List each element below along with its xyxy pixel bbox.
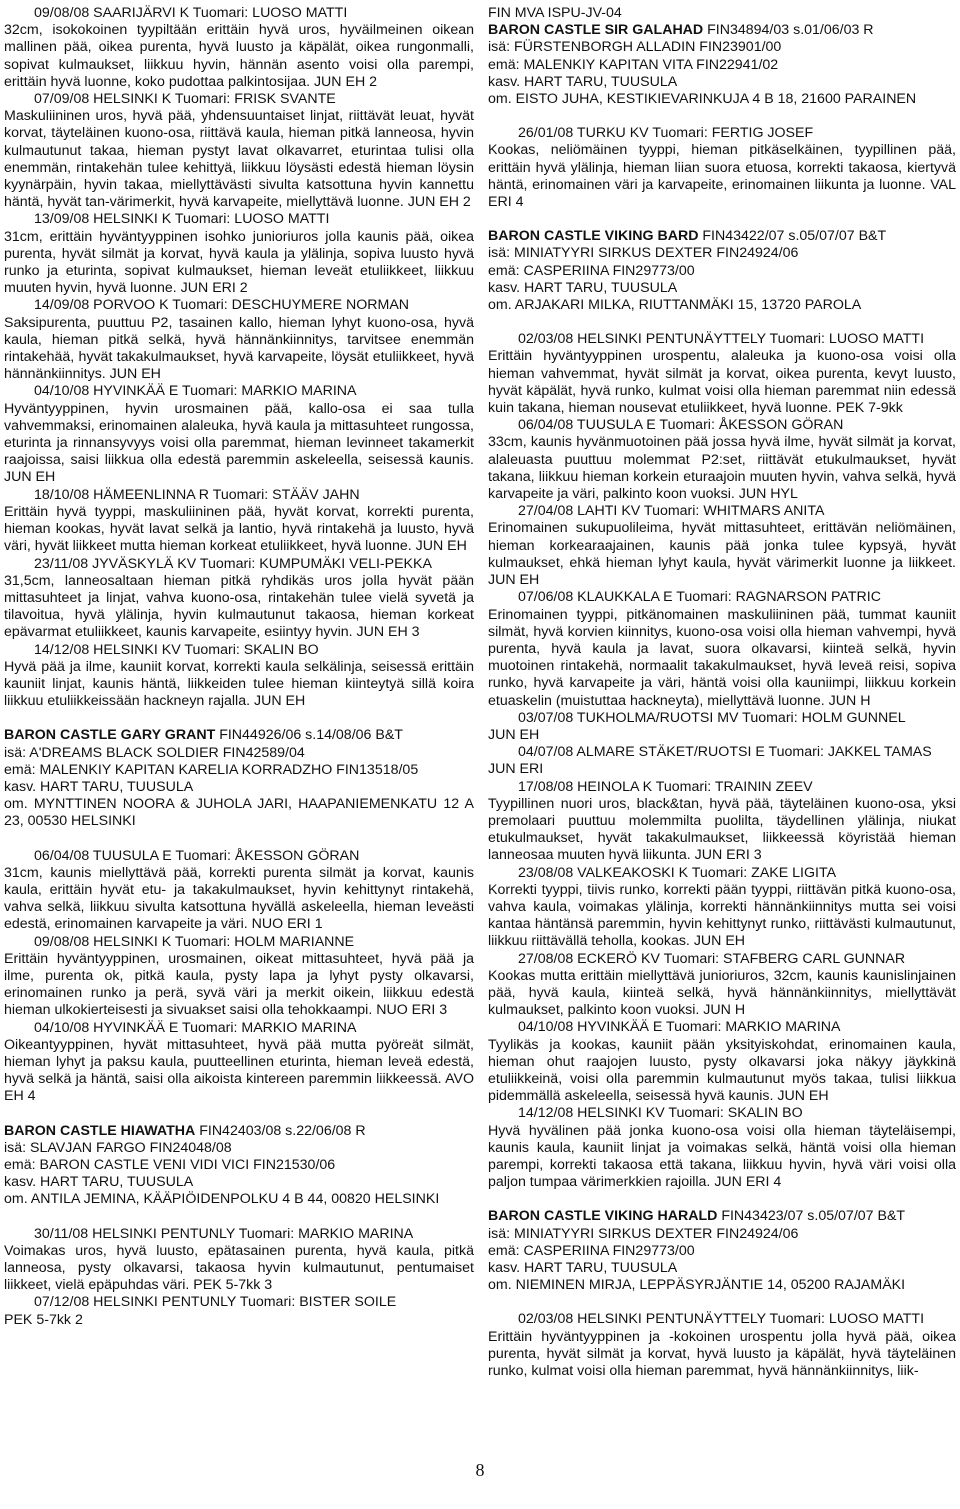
show-critique: Korrekti tyyppi, tiivis runko, korrekti pään tyyppi, riittävän pitkä kuono-osa, vahva kaula, voimakas ylälinja, korrekti hännänkiinnitys mutta sei voisi kantaa häntänsä paremmin, hyvin kehittynyt runko, riittävästi kulmautunut, liikkuu riittävällä teholla, kookas. JUN EH xyxy=(488,881,956,950)
show-heading: 07/12/08 HELSINKI PENTUNLY Tuomari: BISTER SOILE xyxy=(34,1294,397,1311)
sire: isä: FÜRSTENBORGH ALLADIN FIN23901/00 xyxy=(488,39,782,56)
dam: emä: MALENKIY KAPITAN VITA FIN22941/02 xyxy=(488,56,779,73)
show-heading: 06/04/08 TUUSULA E Tuomari: ÅKESSON GÖRAN xyxy=(34,847,360,864)
show-critique: Kookas, neliömäinen tyyppi, hieman pitkäselkäinen, tyypillinen pää, erittäin hyvä ylälinja, hieman liian suora etuosa, korrekti takaosa, kiertyvä häntä, erinomainen väri ja karvapeite, erinomainen liikunta ja luonne. VAL ERI 4 xyxy=(488,142,956,211)
sire: isä: SLAVJAN FARGO FIN24048/08 xyxy=(4,1139,232,1156)
show-critique: JUN ERI xyxy=(488,761,544,778)
owner: om. MYNTTINEN NOORA & JUHOLA JARI, HAAPANIEMENKATU 12 A 23, 00530 HELSINKI xyxy=(4,796,474,830)
title-line: FIN MVA ISPU-JV-04 xyxy=(488,5,622,21)
show-critique: Erinomainen tyyppi, pitkänomainen maskuliininen pää, tummat kauniit silmät, hyvä korvien kiinnitys, kuono-osa voisi olla hieman vahvempi, hyvä purenta, hyvä kaula ja lavat, suora olkavarsi, kiinteä selkä, hyvin muotoinen rintakehä, normaalit takakulmaukset, hyvä leveä reisi, sopiva runko, hyvä karvapeite ja väri, häntä voisi olla kauniimpi, liikkuu korkein etuaskelin (muistuttaa hackneyta), miellyttävä luonne. JUN H xyxy=(488,606,956,709)
show-critique: Kookas mutta erittäin miellyttävä junioriuros, 32cm, kaunis kaunislinjainen pää, hyvä kaula, kiinteä selkä, hyvä hännänkiinnitys, miellyttävät kulmaukset, palkinto koon vuoksi. JUN H xyxy=(488,967,956,1019)
show-heading: 09/08/08 HELSINKI K Tuomari: HOLM MARIANNE xyxy=(34,933,355,950)
show-heading: 13/09/08 HELSINKI K Tuomari: LUOSO MATTI xyxy=(34,211,330,228)
dog-name: BARON CASTLE GARY GRANT xyxy=(4,727,216,744)
show-heading: 30/11/08 HELSINKI PENTUNLY Tuomari: MARKIO MARINA xyxy=(34,1225,414,1242)
dog-name: BARON CASTLE VIKING BARD xyxy=(488,228,699,245)
breeder: kasv. HART TARU, TUUSULA xyxy=(4,1174,194,1191)
show-critique: Hyvä hyvälinen pää jonka kuono-osa voisi olla hieman täyteläisempi, kaunis kaula, kauniit linjat ja voimakas selkä, häntä voisi olla hieman parempi, korrekti takaosa että takana, liikkuu hyvin, hyvä väri voisi olla paljon tumpaa värimerkkien rajoilla. JUN ERI 4 xyxy=(488,1122,956,1191)
dog-name: BARON CASTLE HIAWATHA xyxy=(4,1122,196,1139)
show-critique: Erittäin hyväntyyppinen urospentu, alaleuka ja kuono-osa voisi olla hieman vahvemmat, hyvät silmät ja korvat, oikea purenta, kevyt luusto, hyvät käpälät, hyvä runko, kulmat voisi olla hieman paremmat niin edessä kuin takana, hieman nousevat etuliikkeet, hyvä luonne. PEK 7-9kk xyxy=(488,348,956,417)
dam: emä: BARON CASTLE VENI VIDI VICI FIN21530/06 xyxy=(4,1157,336,1173)
show-heading: 14/12/08 HELSINKI KV Tuomari: SKALIN BO xyxy=(34,641,319,658)
show-heading: 04/10/08 HYVINKÄÄ E Tuomari: MARKIO MARINA xyxy=(34,1019,357,1036)
show-heading: 04/10/08 HYVINKÄÄ E Tuomari: MARKIO MARINA xyxy=(518,1019,841,1036)
show-heading: 06/04/08 TUUSULA E Tuomari: ÅKESSON GÖRAN xyxy=(518,417,844,434)
dog-registration: FIN43422/07 s.05/07/07 B&T xyxy=(698,228,887,245)
dog-registration: FIN42403/08 s.22/06/08 R xyxy=(195,1122,366,1139)
show-critique: JUN EH xyxy=(488,726,540,743)
owner: om. NIEMINEN MIRJA, LEPPÄSYRJÄNTIE 14, 05200 RAJAMÄKI xyxy=(488,1277,906,1294)
show-critique: 33cm, kaunis hyvänmuotoinen pää jossa hyvä ilme, hyvät silmät ja korvat, alaleuasta puuttuu molemmat P2:set, riittävät etukulmaukset, hyvät takana, liikkuu hieman korkein eturaajoin muuten hyvin, vahva selkä, hyvä karvapeite ja väri, palkinto koon vuoksi. JUN HYL xyxy=(488,434,956,503)
sire: isä: A'DREAMS BLACK SOLDIER FIN42589/04 xyxy=(4,744,305,761)
dog-registration: FIN34894/03 s.01/06/03 R xyxy=(703,22,874,39)
dog-entry-bard xyxy=(488,228,956,245)
page-number: 8 xyxy=(475,1460,485,1480)
owner: om. EISTO JUHA, KESTIKIEVARINKUJA 4 B 18, 21600 PARAINEN xyxy=(488,91,917,108)
show-heading: 03/07/08 TUKHOLMA/RUOTSI MV Tuomari: HOLM GUNNEL xyxy=(518,709,906,726)
show-critique: Tyylikäs ja kookas, kauniit pään yksityiskohdat, erinomainen kaula, hieman ohut raajojen luusto, pysty olkavarsi joka näkyy jäykkinä etuliikkeinä, voisi olla paremmin kulmautunut myös takaa, tulisi liikkua pidemmällä askeleella, seisessä hyvä kaunis. JUN EH xyxy=(488,1036,956,1105)
show-critique: PEK 5-7kk 2 xyxy=(4,1311,83,1328)
dam: emä: CASPERIINA FIN29773/00 xyxy=(488,262,695,279)
show-heading: 23/11/08 JYVÄSKYLÄ KV Tuomari: KUMPUMÄKI VELI-PEKKA xyxy=(34,555,432,572)
left-column xyxy=(4,5,474,1329)
sire: isä: MINIATYYRI SIRKUS DEXTER FIN24924/06 xyxy=(488,1225,799,1242)
dam: emä: CASPERIINA FIN29773/00 xyxy=(488,1242,695,1259)
show-heading: 14/12/08 HELSINKI KV Tuomari: SKALIN BO xyxy=(518,1105,803,1122)
dog-registration: FIN44926/06 s.14/08/06 B&T xyxy=(215,727,403,744)
show-critique: 31cm, erittäin hyväntyyppinen isohko junioriuros jolla kaunis pää, oikea purenta, hyvät silmät ja korvat, hyvä kaula ja ylälinja, sopiva luusto hyvä runko ja eturinta, sopivat kulmaukset, hieman leveät etuliikkeet, liikkuu muuten hyvin, hyvä luonne. JUN ERI 2 xyxy=(4,228,474,297)
show-critique: Tyypillinen nuori uros, black&tan, hyvä pää, täyteläinen kuono-osa, yksi premolaari puuttuu molemmilta puolilta, täydellinen ylälinja, niukat etukulmaukset, hyvät takakulmaukset, liikkeessä köyristää hieman lanneosaa muuten hyvä liikunta. JUN ERI 3 xyxy=(488,795,956,864)
show-heading: 04/10/08 HYVINKÄÄ E Tuomari: MARKIO MARINA xyxy=(34,383,357,400)
breeder: kasv. HART TARU, TUUSULA xyxy=(488,1260,678,1277)
show-heading: 02/03/08 HELSINKI PENTUNÄYTTELY Tuomari: LUOSO MATTI xyxy=(518,331,925,348)
show-critique: Hyväntyyppinen, hyvin urosmainen pää, kallo-osa ei saa tulla vahvemmaksi, erinomainen alaleuka, hyvä kaula ja mittasuhteet rungossa, eturinta ja rinnansyvyys voisi olla paremmat, hieman levinneet takamerkit raajoissa, saisi liikkua olla edestä paremmin askeleella, seisessä kaunis. JUN EH xyxy=(4,400,474,486)
show-critique: Erittäin hyväntyyppinen, urosmainen, oikeat mittasuhteet, hyvä pää ja ilme, purenta ok, pitkä kaula, pysty lapa ja lyhyt pysty olkavarsi, erinomainen runko ja perä, syvä väri ja merkit oikein, liikkuu edestä hieman ulkokierteisesti ja sivuakset saisi olla tehokkaampi. NUO ERI 3 xyxy=(4,950,474,1019)
right-column xyxy=(488,5,956,1380)
show-heading: 04/07/08 ALMARE STÄKET/RUOTSI E Tuomari: JAKKEL TAMAS xyxy=(518,744,932,761)
dog-name: BARON CASTLE SIR GALAHAD xyxy=(488,22,704,39)
dog-entry-hiawatha xyxy=(4,1123,474,1140)
show-heading: 27/04/08 LAHTI KV Tuomari: WHITMARS ANITA xyxy=(518,503,825,520)
dog-entry-galahad xyxy=(488,22,956,39)
show-heading: 17/08/08 HEINOLA K Tuomari: TRAININ ZEEV xyxy=(518,778,813,795)
show-heading: 07/09/08 HELSINKI K Tuomari: FRISK SVANTE xyxy=(34,91,336,108)
dog-entry-harald xyxy=(488,1208,956,1225)
dam: emä: MALENKIY KAPITAN KARELIA KORRADZHO FIN13518/05 xyxy=(4,761,419,778)
show-heading: 23/08/08 VALKEAKOSKI K Tuomari: ZAKE LIGITA xyxy=(518,864,837,881)
sire: isä: MINIATYYRI SIRKUS DEXTER FIN24924/06 xyxy=(488,245,799,262)
owner: om. ARJAKARI MILKA, RIUTTANMÄKI 15, 13720 PAROLA xyxy=(488,297,862,314)
dog-registration: FIN43423/07 s.05/07/07 B&T xyxy=(717,1208,906,1225)
show-critique: Erinomainen sukupuolileima, hyvät mittasuhteet, erittävän neliömäinen, hieman korkearaajainen, kaunis pää jonka tulee kypsyä, hyvät kulmaukset, ehkä hieman lyhyt kaula, hyvät värimerkit luonne ja liikkeet. JUN EH xyxy=(488,520,956,589)
show-critique: 32cm, isokokoinen tyypiltään erittäin hyvä uros, hyväilmeinen oikean mallinen pää, oikea purenta, hyvä luusto ja käpälät, oikea rungonmalli, sopivat kulmaukset, liikkuu hyvin, hännän asento voisi olla parempi, erittäin hyvä luonne, koko pudottaa palkintosijaa. JUN EH 2 xyxy=(4,22,474,90)
breeder: kasv. HART TARU, TUUSULA xyxy=(488,279,678,296)
show-critique: Voimakas uros, hyvä luusto, epätasainen purenta, hyvä kaula, pitkä lanneosa, pysty olkavarsi, takaosa hyvin kulmautunut, pentumaiset liikkeet, vielä epäpuhdas väri. PEK 5-7kk 3 xyxy=(4,1242,474,1294)
show-critique: Maskuliininen uros, hyvä pää, yhdensuuntaiset linjat, riittävät leuat, hyvät korvat, täyteläinen kuono-osa, riittävä kaula, hieman pitkä lanneosa, hyvin kulmautunut takaa, hieman pystyt lavat olkavarret, eturintaa tulisi olla enemmän, rintakehän tulee kehittyä, liikkuu löysästi edestä hieman löysin kyynärpäin, hyvin takaa, miellyttävästi sivulta katsottuna hyvin kannettu häntä, hyvät tan-värimerkit, hyvä karvapeite, miellyttävä luonne. JUN EH 2 xyxy=(4,108,474,211)
dog-name: BARON CASTLE VIKING HARALD xyxy=(488,1208,718,1225)
show-critique: Erittäin hyväntyyppinen ja -kokoinen urospentu jolla hyvä pää, oikea purenta, hyvät silmät ja korvat, hyvä luusto ja käpälät, hyvä täyteläinen runko, kulmat voisi olla hieman paremmat, hyvä hännänkiinnitys, liik- xyxy=(488,1328,956,1380)
show-heading: 27/08/08 ECKERÖ KV Tuomari: STAFBERG CARL GUNNAR xyxy=(518,950,906,967)
dog-entry-gary xyxy=(4,727,474,744)
show-critique: 31cm, kaunis miellyttävä pää, korrekti purenta silmät ja korvat, kaunis kaula, erittäin hyvät etu- ja takakulmaukset, hyvin kehittynyt rintakehä, vahva selkä, liikkuu sivulta katsottuna hyvällä askeleella, hieman leveästi edestä, erinomainen karvapeite ja väri. NUO ERI 1 xyxy=(4,864,474,933)
show-critique: Hyvä pää ja ilme, kauniit korvat, korrekti kaula selkälinja, seisessä erittäin kauniit linjat, kaunis häntä, liikkeiden tulee hieman kiinteytyä sillä koira liikkuu etuliikkeissään hackneyn rajalla. JUN EH xyxy=(4,658,474,710)
breeder: kasv. HART TARU, TUUSULA xyxy=(488,73,678,90)
show-critique: Oikeantyyppinen, hyvät mittasuhteet, hyvä pää mutta pyöreät silmät, hieman lyhyt ja paksu kaula, puutteellinen eturinta, hieman leveä edestä, hyvä selkä ja häntä, saisi olla aikoista kintereen paremmin liikkeessä. AVO EH 4 xyxy=(4,1036,474,1105)
show-critique: Erittäin hyvä tyyppi, maskuliininen pää, hyvät korvat, korrekti purenta, hieman kookas, hyvät lavat selkä ja lantio, hyvä rintakehä ja luusto, hyvä väri, hyvät liikkeet mutta hieman korkeat etuliikkeet, hyvä luonne. JUN EH xyxy=(4,503,474,555)
show-heading: 14/09/08 PORVOO K Tuomari: DESCHUYMERE NORMAN xyxy=(34,297,410,314)
owner: om. ANTILA JEMINA, KÄÄPIÖIDENPOLKU 4 B 44, 00820 HELSINKI xyxy=(4,1191,440,1208)
show-critique: Saksipurenta, puuttuu P2, tasainen kallo, hieman lyhyt kuono-osa, hyvä kaula, hieman pitkä selkä, hyvä hännänkiinnitys, tarvitsee enemmän rintakehää, hyvät takakulmaukset, hyvä karvapeite, löysät etuliikkeet, hyvä hännänkiinnitys. JUN EH xyxy=(4,314,474,383)
show-heading: 18/10/08 HÄMEENLINNA R Tuomari: STÄÄV JAHN xyxy=(34,486,360,503)
show-critique: 31,5cm, lanneosaltaan hieman pitkä ryhdikäs uros jolla hyvät pään mittasuhteet ja linjat, vahva kuono-osa, rintakehän tulee vielä syvetä ja tilavoitua, hyvä ylälinja, hyvin kulmautunut takaosa, hieman korkeat epävarmat etuliikkeet, kaunis karvapeite, esiintyy hyvin. JUN EH 3 xyxy=(4,572,474,641)
breeder: kasv. HART TARU, TUUSULA xyxy=(4,778,194,795)
show-heading: 02/03/08 HELSINKI PENTUNÄYTTELY Tuomari: LUOSO MATTI xyxy=(518,1311,925,1328)
show-heading: 26/01/08 TURKU KV Tuomari: FERTIG JOSEF xyxy=(518,125,814,142)
show-heading: 07/06/08 KLAUKKALA E Tuomari: RAGNARSON PATRIC xyxy=(518,589,881,606)
show-heading: 09/08/08 SAARIJÄRVI K Tuomari: LUOSO MATTI xyxy=(34,5,348,21)
